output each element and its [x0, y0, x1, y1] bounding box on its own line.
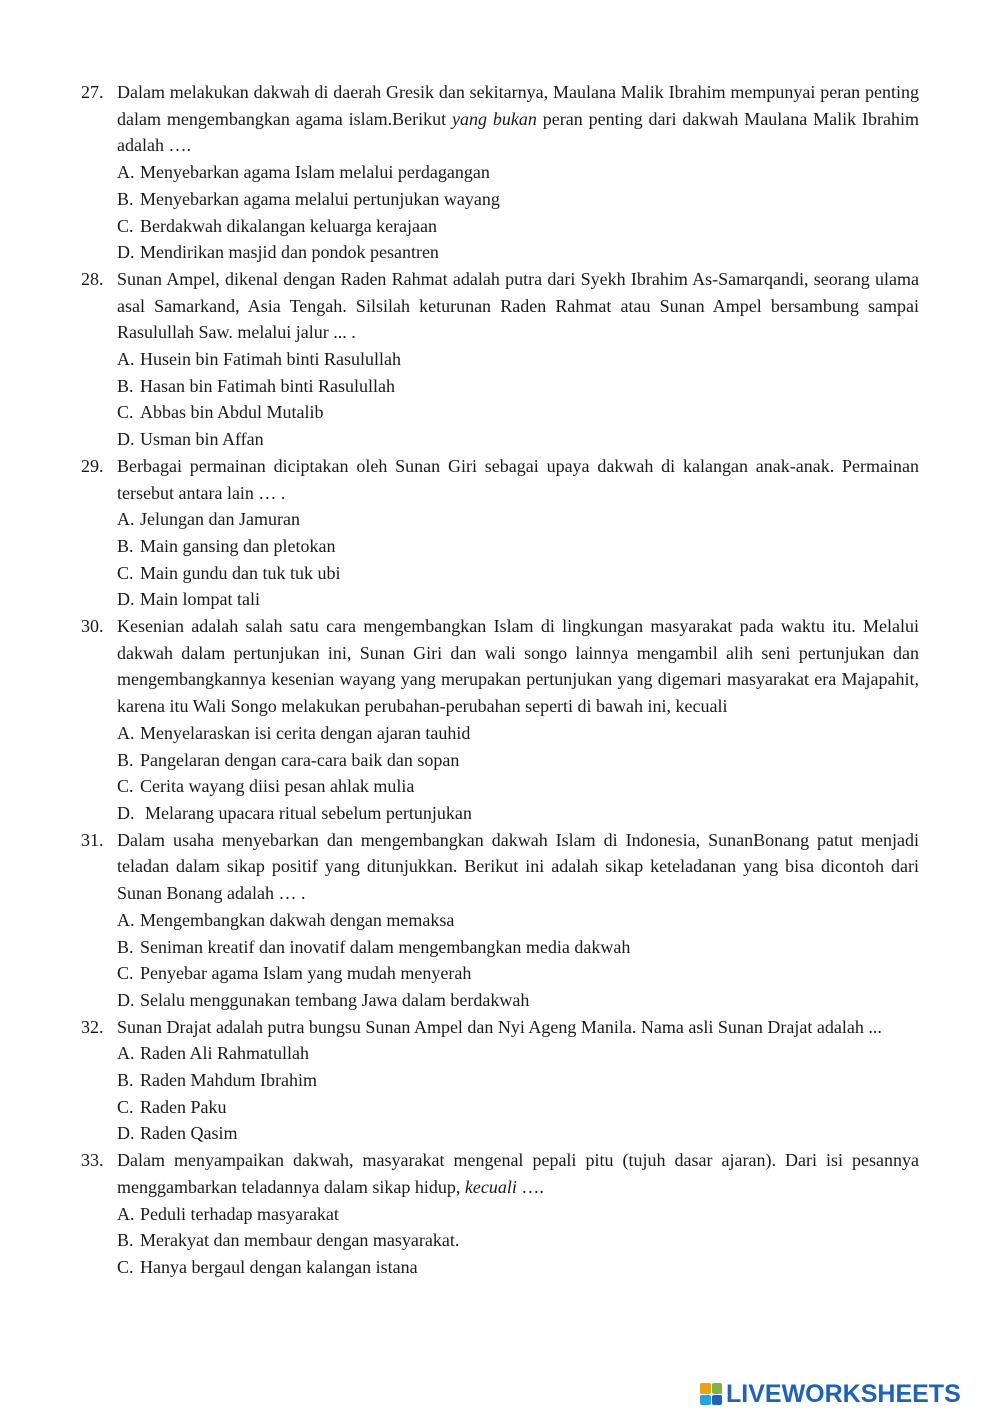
option-text: Hasan bin Fatimah binti Rasulullah [140, 375, 395, 396]
stem-emphasis: kecuali [464, 1176, 517, 1197]
question-stem [117, 266, 919, 346]
question-number: 29. [81, 455, 104, 476]
option-b[interactable] [117, 186, 919, 213]
question-stem [117, 1014, 919, 1041]
option-label: D. [117, 989, 135, 1010]
stem-text: Sunan Ampel, dikenal dengan Raden Rahmat adalah putra dari Syekh Ibrahim As-Samarqandi, seorang ulama asal Samarkand, Asia Tengah. Silsilah keturunan Raden Rahmat atau Sunan Ampel bersambung sampai Rasulullah Saw. melalui jalur ... . [117, 268, 919, 343]
option-label: B. [117, 1230, 134, 1251]
option-d[interactable] [117, 800, 919, 827]
option-label: A. [117, 162, 135, 183]
option-label: B. [117, 375, 134, 396]
logo-text: LIVEWORKSHEETS [726, 1380, 961, 1408]
option-label: B. [117, 535, 134, 556]
question-stem [117, 1147, 919, 1200]
logo-mark-icon [700, 1383, 722, 1405]
option-text: Selalu menggunakan tembang Jawa dalam berdakwah [140, 989, 530, 1010]
option-text: Merakyat dan membaur dengan masyarakat. [140, 1230, 460, 1251]
option-text: Menyebarkan agama Islam melalui perdagangan [140, 162, 490, 183]
option-text: Mendirikan masjid dan pondok pesantren [140, 242, 439, 263]
option-text: Hanya bergaul dengan kalangan istana [140, 1256, 418, 1277]
question-33 [81, 1147, 919, 1281]
option-text: Abbas bin Abdul Mutalib [140, 402, 324, 423]
option-text: Usman bin Affan [140, 429, 264, 450]
option-a[interactable] [117, 159, 919, 186]
option-c[interactable] [117, 1254, 919, 1281]
option-label: C. [117, 562, 134, 583]
option-text: Main gundu dan tuk tuk ubi [140, 562, 341, 583]
option-label: B. [117, 188, 134, 209]
option-label: D. [117, 1123, 135, 1144]
option-d[interactable] [117, 586, 919, 613]
question-stem [117, 453, 919, 506]
stem-text: Dalam menyampaikan dakwah, masyarakat mengenal pepali pitu (tujuh dasar ajaran). Dari isi pesannya menggambarkan teladannya dalam sikap hidup, [117, 1150, 919, 1197]
option-text: Penyebar agama Islam yang mudah menyerah [140, 963, 472, 984]
option-label: D. [117, 242, 135, 263]
option-text: Jelungan dan Jamuran [140, 509, 300, 530]
option-text: Cerita wayang diisi pesan ahlak mulia [140, 776, 415, 797]
option-a[interactable] [117, 720, 919, 747]
option-b[interactable] [117, 533, 919, 560]
option-c[interactable] [117, 960, 919, 987]
option-text: Raden Qasim [140, 1123, 238, 1144]
question-31 [81, 827, 919, 1014]
question-27 [81, 79, 919, 266]
question-stem [117, 613, 919, 720]
option-text: Menyelaraskan isi cerita dengan ajaran tauhid [140, 722, 471, 743]
option-a[interactable] [117, 907, 919, 934]
option-a[interactable] [117, 506, 919, 533]
option-label: B. [117, 1070, 134, 1091]
logo-square-1 [700, 1383, 711, 1394]
option-label: C. [117, 776, 134, 797]
liveworksheets-logo[interactable] [700, 1378, 961, 1410]
question-stem [117, 827, 919, 907]
question-number: 32. [81, 1016, 104, 1037]
option-a[interactable] [117, 1040, 919, 1067]
option-label: B. [117, 936, 134, 957]
question-stem [117, 79, 919, 159]
option-label: C. [117, 215, 134, 236]
option-b[interactable] [117, 934, 919, 961]
option-d[interactable] [117, 239, 919, 266]
logo-square-3 [700, 1395, 711, 1406]
option-text: Menyebarkan agama melalui pertunjukan wayang [140, 188, 500, 209]
option-d[interactable] [117, 987, 919, 1014]
option-text: Main lompat tali [140, 589, 260, 610]
option-label: A. [117, 1203, 135, 1224]
option-text: Raden Ali Rahmatullah [140, 1043, 309, 1064]
option-label: C. [117, 1096, 134, 1117]
stem-text: Dalam melakukan dakwah di daerah Gresik dan sekitarnya, Maulana Malik Ibrahim mempunyai peran penting dalam mengembangkan agama islam.Berikut [117, 82, 919, 129]
option-label: A. [117, 509, 135, 530]
option-text: Pangelaran dengan cara-cara baik dan sopan [140, 749, 460, 770]
stem-text: Berbagai permainan diciptakan oleh Sunan Giri sebagai upaya dakwah di kalangan anak-anak. Permainan tersebut antara lain … . [117, 455, 919, 503]
option-text: Mengembangkan dakwah dengan memaksa [140, 909, 455, 930]
option-b[interactable] [117, 1067, 919, 1094]
option-text: Raden Paku [140, 1096, 227, 1117]
logo-square-4 [712, 1395, 723, 1406]
stem-text: Sunan Drajat adalah putra bungsu Sunan Ampel dan Nyi Ageng Manila. Nama asli Sunan Drajat adalah ... [117, 1016, 882, 1037]
option-label: D. [117, 429, 135, 450]
option-a[interactable] [117, 1201, 919, 1228]
option-label: A. [117, 722, 135, 743]
question-list [81, 79, 919, 1281]
option-b[interactable] [117, 747, 919, 774]
option-label: A. [117, 349, 135, 370]
option-c[interactable] [117, 399, 919, 426]
question-number: 33. [81, 1150, 104, 1171]
option-label: D. [117, 802, 135, 823]
option-a[interactable] [117, 346, 919, 373]
option-text: Main gansing dan pletokan [140, 535, 336, 556]
question-32 [81, 1014, 919, 1148]
logo-square-2 [712, 1383, 723, 1394]
option-text: Husein bin Fatimah binti Rasulullah [140, 349, 401, 370]
question-number: 28. [81, 268, 104, 289]
option-b[interactable] [117, 373, 919, 400]
option-label: B. [117, 749, 134, 770]
stem-text: Dalam usaha menyebarkan dan mengembangkan dakwah Islam di Indonesia, SunanBonang patut menjadi teladan dalam sikap positif yang ditunjukkan. Berikut ini adalah sikap keteladanan yang bisa dicontoh dari Sunan Bonang adalah … . [117, 829, 919, 904]
option-d[interactable] [117, 1120, 919, 1147]
option-text: Raden Mahdum Ibrahim [140, 1070, 317, 1091]
option-text: Melarang upacara ritual sebelum pertunjukan [145, 802, 472, 823]
question-number: 31. [81, 829, 104, 850]
stem-emphasis: yang bukan [451, 108, 537, 129]
option-b[interactable] [117, 1227, 919, 1254]
question-28 [81, 266, 919, 453]
option-c[interactable] [117, 1094, 919, 1121]
option-c[interactable] [117, 773, 919, 800]
option-text: Berdakwah dikalangan keluarga kerajaan [140, 215, 438, 236]
option-label: C. [117, 402, 134, 423]
option-text: Peduli terhadap masyarakat [140, 1203, 339, 1224]
question-number: 27. [81, 82, 104, 102]
option-label: A. [117, 1043, 135, 1064]
option-label: C. [117, 963, 134, 984]
option-c[interactable] [117, 560, 919, 587]
question-30 [81, 613, 919, 827]
option-label: D. [117, 589, 135, 610]
stem-text: Kesenian adalah salah satu cara mengembangkan Islam di lingkungan masyarakat pada waktu itu. Melalui dakwah dalam pertunjukan ini, Sunan Giri dan wali songo lainnya mengambil alih seni pertunjukan dan mengembangkannya kesenian wayang yang merupakan pertunjukan yang digemari masyarakat era Majapahit, karena itu Wali Songo melakukan perubahan-perubahan seperti di bawah ini, kecuali [117, 616, 919, 717]
question-number: 30. [81, 616, 104, 637]
stem-text-end: peran penting dari dakwah Maulana Malik Ibrahim adalah …. [117, 108, 919, 156]
stem-text-end: …. [516, 1176, 544, 1197]
question-29 [81, 453, 919, 613]
option-label: A. [117, 909, 135, 930]
option-c[interactable] [117, 213, 919, 240]
option-text: Seniman kreatif dan inovatif dalam mengembangkan media dakwah [140, 936, 631, 957]
option-label: C. [117, 1256, 134, 1277]
option-d[interactable] [117, 426, 919, 453]
